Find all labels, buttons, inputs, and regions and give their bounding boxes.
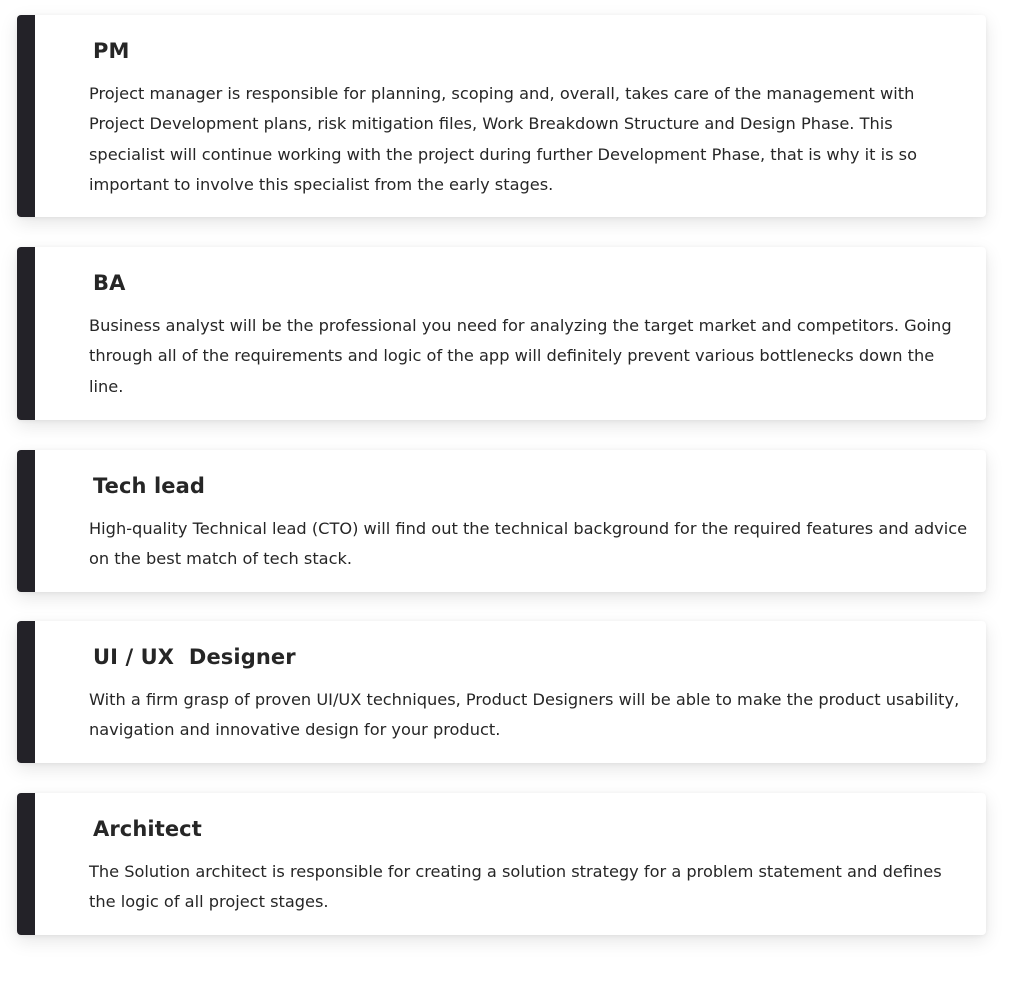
card-accent-bar [17,15,35,217]
role-description: High-quality Technical lead (CTO) will find out the technical background for the required features and advice on the best match of tech stack. [89,519,968,569]
role-card-tech-lead [17,450,986,592]
role-card-pm [17,15,986,217]
role-description: Project manager is responsible for planning, scoping and, overall, takes care of the management with Project Development plans, risk mitigation files, Work Breakdown Structure and Design Phase. This specialist will continue working with the project during further Development Phase, that is why it is so important to involve this specialist from the early stages. [89,84,918,194]
role-description: Business analyst will be the professional you need for analyzing the target market and competitors. Going through all of the requirements and logic of the app will definitely prevent various bottlenecks down the line. [89,316,952,396]
card-accent-bar [17,450,35,592]
role-description: The Solution architect is responsible for creating a solution strategy for a problem statement and defines the logic of all project stages. [89,862,942,912]
role-card-ui-ux-designer [17,621,986,763]
role-title: Tech lead [93,474,206,498]
role-title: Architect [93,817,202,841]
role-card-architect [17,793,986,935]
card-accent-bar [17,247,35,420]
role-description: With a firm grasp of proven UI/UX techniques, Product Designers will be able to make the product usability, navigation and innovative design for your product. [89,690,960,740]
role-card-ba [17,247,986,420]
role-title: UI / UX Designer [93,645,296,669]
card-accent-bar [17,793,35,935]
role-title: BA [93,271,126,295]
role-title: PM [93,39,130,63]
card-accent-bar [17,621,35,763]
